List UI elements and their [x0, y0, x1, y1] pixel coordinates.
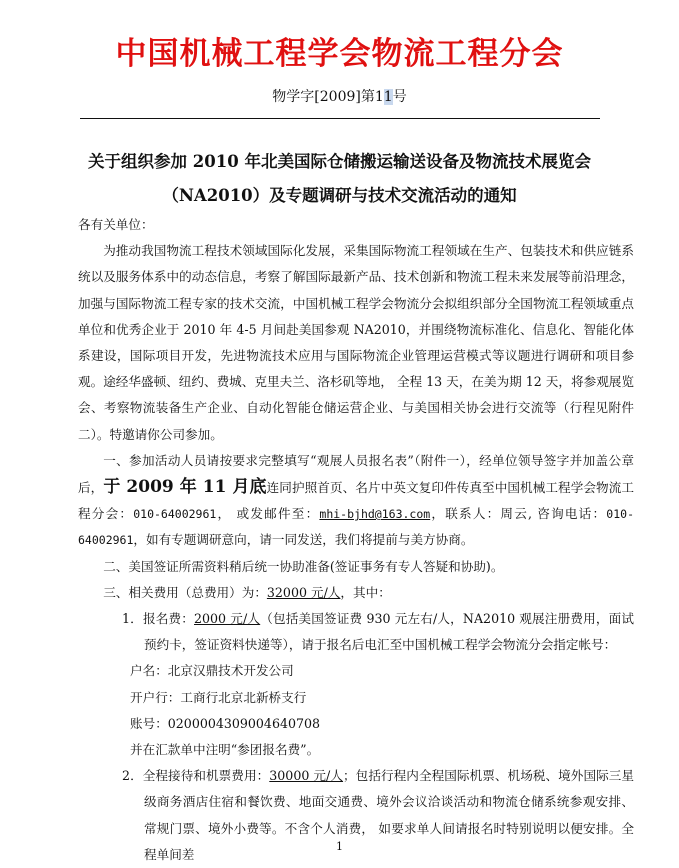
fee1-amount: 2000 元/人 — [194, 611, 261, 627]
item1-text-b: 连同护照首页、名片中英文复印件传真至中国机械工程学会物流工程分会： — [78, 480, 634, 522]
docnum-digit-1: 1 — [374, 89, 384, 105]
notice-title-line2: （NA2010）及专题调研与技术交流活动的通知 — [162, 186, 517, 205]
fee2-text-a: 2．全程接待和机票费用： — [122, 768, 270, 784]
fee1-text-a: 1．报名费： — [122, 611, 195, 627]
header-rule — [80, 118, 600, 119]
email-link[interactable]: mhi-bjhd@163.com — [319, 507, 431, 522]
item3-text-b: ，其中： — [340, 584, 391, 600]
page-number: 1 — [336, 840, 343, 853]
fax-number: 010-64002961 — [133, 507, 217, 522]
deadline-emphasis: 于 2009 年 11 月底 — [103, 477, 267, 498]
item-3-fees — [78, 580, 634, 606]
fee1-text-b: （包括美国签证费 930 元左右/人，NA2010 观展注册费用，面试预约卡，签证资料快递等），请于报名后电汇至中国机械工程学会物流分会指定帐号： — [144, 611, 634, 653]
account-name: 户名：北京汉鼎技术开发公司 — [130, 663, 294, 679]
total-fee: 32000 元/人 — [266, 584, 341, 600]
fee2-text-b: ；包括行程内全程国际机票、机场税、境外国际三星级商务酒店住宿和餐饮费、地面交通费、境外会议洽谈活动和物流仓储系统参观安排、常规门票、境外小费等。不含个人消费， 如要求单人间请报名时特别说明以便安排。全程单间差 — [144, 768, 635, 862]
item1-text-c: ， 或发邮件至： — [216, 506, 320, 522]
fee-1-registration — [78, 606, 634, 658]
item3-text-a: 三、相关费用（总费用）为： — [103, 584, 267, 600]
item-1-registration — [78, 448, 634, 554]
salutation: 各有关单位： — [78, 217, 154, 232]
notice-body — [78, 212, 634, 868]
item1-text-e: ，如有专题调研意向，请一同发送，我们将提前与美方协商。 — [133, 532, 474, 548]
docnum-digit-2-highlighted: 1 — [383, 89, 393, 105]
account-number: 账号：0200004309004640708 — [130, 715, 321, 731]
account-bank: 开户行：工商行北京北新桥支行 — [130, 689, 307, 705]
document-number — [0, 86, 679, 106]
account-note: 并在汇款单中注明“参团报名费”。 — [130, 742, 320, 758]
item1-text-d: ，联系人：周云, 咨询电话： — [430, 506, 607, 522]
item1-text-a: 一、参加活动人员请按要求完整填写“观展人员报名表”（附件一），经单位领导签字并加盖公章后， — [78, 452, 634, 496]
phone-number: 010-64002961 — [78, 507, 634, 548]
item-2-visa: 二、美国签证所需资料稍后统一协助准备(签证事务有专人答疑和协助)。 — [103, 558, 504, 574]
org-title: 中国机械工程学会物流工程分会 — [115, 36, 564, 72]
docnum-suffix: 号 — [392, 89, 407, 105]
notice-title-line1: 关于组织参加 2010 年北美国际仓储搬运输送设备及物流技术展览会 — [88, 152, 591, 171]
docnum-prefix: 物学字[2009]第 — [272, 89, 375, 105]
intro-paragraph: 为推动我国物流工程技术领域国际化发展，采集国际物流工程领域在生产、包装技术和供应链系统以及服务体系中的动态信息，考察了解国际最新产品、技术创新和物流工程未来发展等前沿理念，加强与国际物流工程专家的技术交流，中国机械工程学会物流分会拟组织部分全国物流工程领域重点单位和优秀企业于 2010 年 4-5 月间赴美国参观 NA2010，并围绕物流标准化、信息化、智能化体系建设，国际项目开发，先进物流技术应用与国际物流企业管理运营模式等议题进行调研和项目参观。途经华盛顿、纽约、费城、克里夫兰、洛杉矶等地， 全程 13 天，在美为期 12 天，将参观展览会、考察物流装备生产企业、自动化智能仓储运营企业、与美国相关协会进行交流等（行程见附件二）。特邀请你公司参加。 — [78, 243, 634, 442]
fee2-amount: 30000 元/人 — [269, 768, 344, 784]
